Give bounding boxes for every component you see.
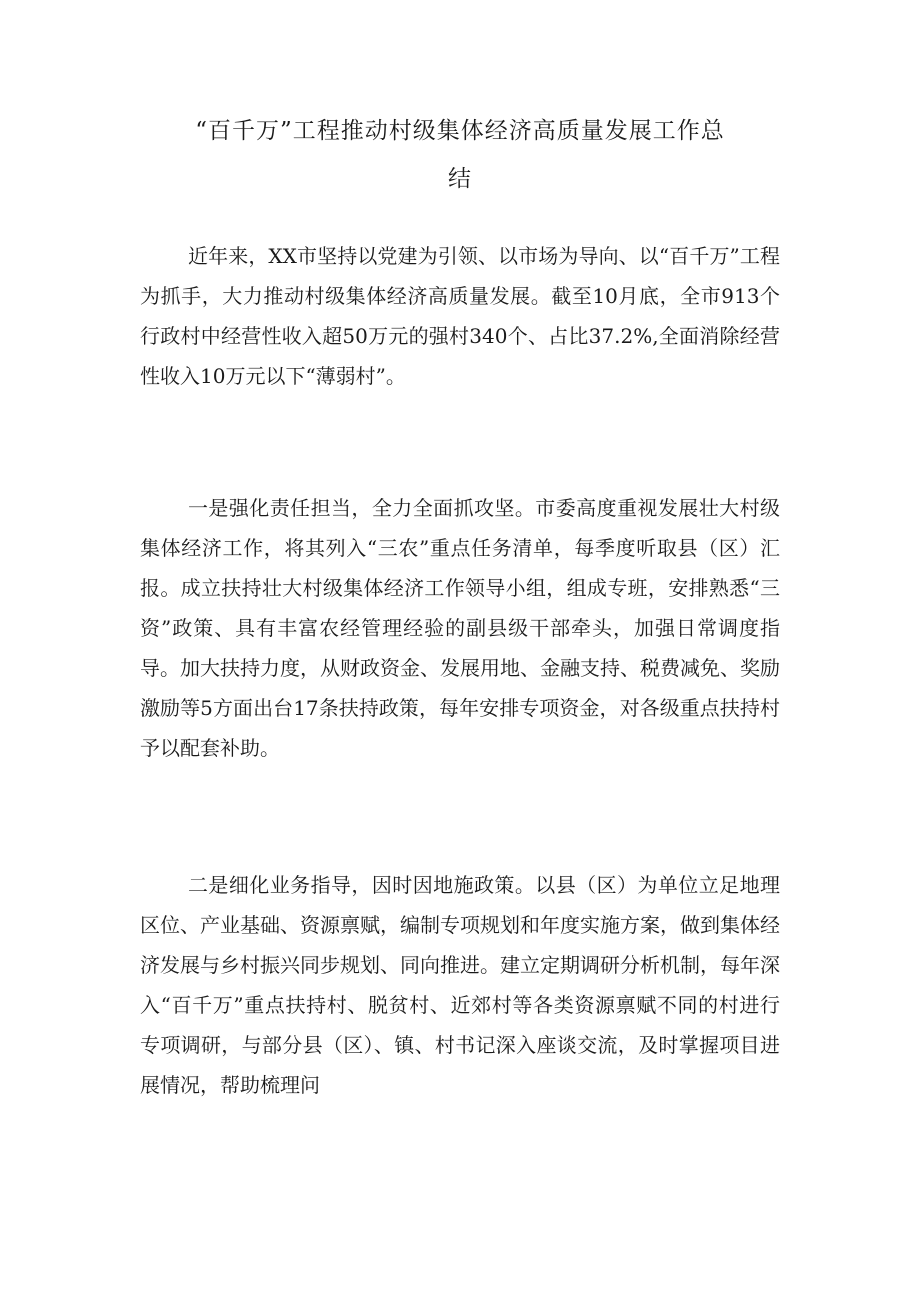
document-title-line-2: 结 (448, 166, 472, 192)
paragraph-section-one: 一是强化责任担当，全力全面抓攻坚。市委高度重视发展壮大村级集体经济工作，将其列入“三农”重点任务清单，每季度听取县（区）汇报。成立扶持壮大村级集体经济工作领导小组，组成专班，安排熟悉“三资”政策、具有丰富农经管理经验的副县级干部牵头，加强日常调度指导。加大扶持力度，从财政资金、发展用地、金融支持、税费减免、奖励激励等5方面出台17条扶持政策，每年安排专项资金，对各级重点扶持村予以配套补助。 (140, 496, 780, 760)
paragraph-section-two: 二是细化业务指导，因时因地施政策。以县（区）为单位立足地理区位、产业基础、资源禀赋，编制专项规划和年度实施方案，做到集体经济发展与乡村振兴同步规划、同向推进。建立定期调研分析机制，每年深入“百千万”重点扶持村、脱贫村、近郊村等各类资源禀赋不同的村进行专项调研，与部分县（区）、镇、村书记深入座谈交流，及时掌握项目进展情况，帮助梳理问 (140, 873, 780, 1097)
document-title-line-1: “百千万”工程推动村级集体经济高质量发展工作总 (195, 118, 725, 144)
paragraph-intro: 近年来，XX市坚持以党建为引领、以市场为导向、以“百千万”工程为抓手，大力推动村级集体经济高质量发展。截至10月底，全市913个行政村中经营性收入超50万元的强村340个、占比37.2%,全面消除经营性收入10万元以下“薄弱村”。 (140, 244, 780, 388)
